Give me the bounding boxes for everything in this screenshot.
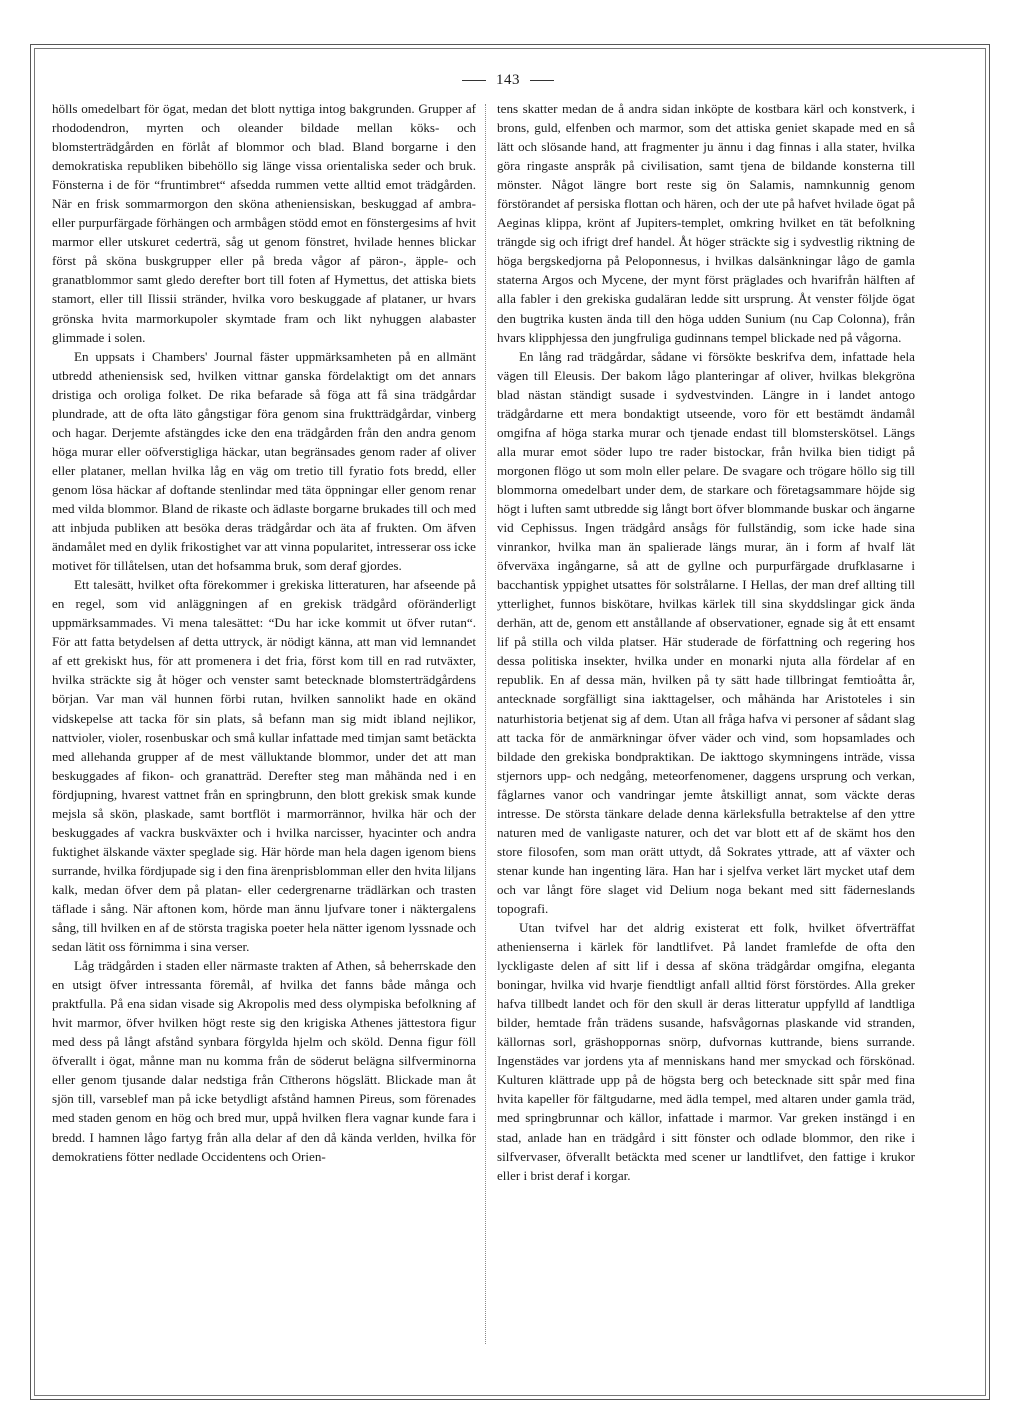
right-paragraph-3: Utan tvifvel har det aldrig existerat ett folk, hvilket öfverträffat athenienserna i kärlek för landtlifvet. På landet framlefde de ofta den lyckligaste delen af sitt lif i dessa af sköna trädgårdar omgifna, eleganta boningar, hvilka vid hvarje fiendtligt anfall alltid först förstördes. Alla greker hafva tillbedt landet och för den skull är deras litteratur uppfylld af landtliga bilder, hemtade från trädens susande, hafsvågornas plaskande vid stranden, källornas sorl, gräshoppornas snörp, dufvornas kuttrande, biens surrande. Ingenstädes var jordens yta af menniskans hand mer smyckad och förskönad. Kulturen klättrade upp på de högsta berg och betecknade sitt spår med fina hvita kapeller för fältgudarne, med ädla tempel, med altaren under gamla träd, med springbrunnar och källor, infattade i marmor. Var greken instängd i en stad, anlade han en trädgård i sitt fönster och odlade blommor, den rike i silfvervaser, öfverallt betäckta med scener ur landtlifvet, den fattige i krukor eller i brist deraf i korgar. [497,920,915,1183]
column-divider [485,104,486,1344]
left-paragraph-1: hölls omedelbart för ögat, medan det blott nyttiga intog bakgrunden. Grupper af rhododendron, myrten och oleander bildade mellan köks- och blomsterträdgården en förlåt af blommor och blad. Bland borgarne i den demokratiska republiken bibehöllo sig länge vissa orientaliska seder och bruk. Fönsterna i de för “fruntimbret“ afsedda rummen vette alltid emot trädgården. När en frisk sommarmorgon den sköna atheniensiskan, beskuggad af ambra- eller purpurfärgade förhängen och armbågen stödd emot en fönstergesims af hvit marmor eller utskuret cederträ, såg ut genom fönstret, hvilade hennes blickar först på sköna buskgrupper eller på breda vågor af päron-, äpple- och granatblommor samt gledo derefter bort till foten af Hymettus, det attiska biets stamort, eller till Ilissii stränder, hvilka voro beskuggade af plataner, ur hvars grönska hvita marmorkupoler skymtade fram och likt nyhuggen alabaster glimmade i solen. [52,101,476,345]
right-column [497,99,915,1185]
left-paragraph-3: Ett talesätt, hvilket ofta förekommer i grekiska litteraturen, har afseende på en regel, som vid anläggningen af en grekisk trädgård oföränderligt uppmärksammades. Vi mena talesättet: “Du har icke kommit ut öfver rutan“. För att fatta betydelsen af detta uttryck, är nödigt känna, att man vid lemnandet af ett grekiskt hus, för att promenera i det fria, först kom till en rad rutväxter, hvilka sträckte sig åt höger och venster samt betecknade blomsterträdgårdens början. Var man väl hunnen förbi rutan, hvilken sannolikt hade en okänd vidskepelse att tacka för sin plats, så befann man sig midt ibland nejlikor, nattvioler, violer, rosenbuskar och små kullar infattade med timjan samt betäckta med allehanda grupper af de mest välluktande blommor, under det att man beskuggades af fikon- och granatträd. Derefter steg man måhända ned i en fördjupning, hvarest vattnet från en springbrunn, den blott grekisk smak kunde mejsla så skön, plaskade, samt bortflöt i marmorrännor, hvilka här och der beskuggades af vackra buskväxter och i hvilka narcisser, hyacinter och andra fuktighet älskande växter speglade sig. Här hörde man hela dagen igenom biens surrande, hvilka fördjupade sig i den fina ärenprisblomman eller den hvita liljans kalk, medan öfver dem på platan- eller cedergrenarne trädlärkan och trasten täflade i sång. När aftonen kom, hörde man ännu ljufvare toner i näktergalens sång, till hvilken en af de största tragiska poeter hela nätter igenom lyssnade och sedan lätit oss förnimma i sina verser. [52,577,476,955]
left-paragraph-2: En uppsats i Chambers' Journal fäster uppmärksamheten på en allmänt utbredd atheniensisk sed, hvilken vittnar ganska fördelaktigt om det annars dristiga och oroliga folket. De rika befarade så föga att få sina trädgårdar plundrade, att de ofta läto gångstigar föra genom sina fruktträdgårdar, vinberg och hagar. Derjemte afstängdes icke den ena trädgården från den andra genom höga murar eller oöfverstigliga häckar, utan begränsades genom rader af oliver eller plataner, mellan hvilka låg en väg om tretio till fyratio fots bredd, eller genom lösa häckar af doftande stenlindar med täta öppningar eller genom renar med vilda blommor. Bland de rikaste och ädlaste borgarne brukades till och med att inbjuda publiken att besöka deras trädgårdar och äta af frukten. Om äfven ändamålet med en dylik frikostighet var att vinna popularitet, intresserar oss icke motivet för tillåtelsen, utan det hofsamma bruk, som deraf gjordes. [52,348,476,574]
left-column [52,99,476,1166]
right-paragraph-1: tens skatter medan de å andra sidan inköpte de kostbara kärl och konstverk, i brons, guld, elfenben och marmor, som det attiska geniet skapade med en så lätt och slösande hand, att fragmenter ju ännu i dag finnas i alla stater, hvilka göra ringaste anspråk på civilisation, samt tjena de bildande konsterna till mönster. Något längre bort reste sig ön Salamis, namnkunnig genom förstörandet af persiska flottan och hären, och der ute på hafvet hvilade ögat på Aeginas klippa, krönt af Jupiters-templet, omkring hvilket en tät befolkning trängde sig och ifrigt dref handel. Åt höger sträckte sig i sydvestlig riktning de höga bergskedjorna på Peloponnesus, i hvilkas dalsänkningar lågo de gamla staterna Argos och Mycene, der mynt först präglades och hvarifrån hälften af alla fabler i den grekiska gudaläran ledde sitt ursprung. Åt venster följde ögat den bugtrika kusten ända till den höga udden Sunium (nu Cap Colonna), från hvars klipphjessa den jungfruliga gudinnans tempel blickade ned på vågorna. [497,101,915,345]
right-dash [530,80,554,81]
right-paragraph-2: En lång rad trädgårdar, sådane vi försökte beskrifva dem, infattade hela vägen till Eleusis. Der bakom lågo planteringar af oliver, hvilkas blekgröna blad nästan ständigt susade i sydvestvinden. Längre in i landet antogo trädgårdarne ett mera bondaktigt utseende, voro för ett bestämdt ändamål omgifna af höga starka murar och tjenade endast till blomsterskötsel. Längs alla murar emot söder lupo tre rader bistockar, från hvilka bien tidigt på morgonen flögo ut som moln eller pelare. De svagare och trögare höllo sig till blommorna omedelbart under dem, de starkare och företagsammare höjde sig högt i luften samt utbredde sig långt bort öfver blommande buskar och ängarne vid Cephissus. Ingen trädgård ansågs för fullständig, som icke hade sina vinrankor, hvilka man än spalierade längs murar, än i form af hvalf lät öfverväxa ingångarne, så att de gyllne och purpurfärgade drufklasarne i bacchantisk yppighet utsattes för solstrålarne. I Hellas, der man dref allting till ytterlighet, funnos biskötare, hvilkas kärlek till sina skyddslingar gick ända derhän, att de, genom ett anstållande af observationer, egnade sig åt ett ensamt lif på stilla och vilda platser. Här studerade de författning och regering hos dessa politiska insekter, hvilka under en monarki njuta alla fördelar af en republik. En af dessa män, hvilken på ty sätt hade tillbringat femtioåtta år, antecknade sorgfälligt sina iakttagelser, och måhända har Aristoteles i sin naturhistoria betjenat sig af dem. Utan all fråga hafva vi personer af sådant slag att tacka för de anmärkningar öfver väder och vind, som hopsamlades och bildade den grekiska bondpraktikan. De iakttogo skymningens inträde, vissa stjernors upp- och nedgång, meteorfenomener, daggens ursprung och verkan, fåglarnes vanor och vandringar jemte åtskilligt annat, som väckte deras intresse. De största tänkare delade denna kärleksfulla betraktelse af den yttre naturen med de vanligaste naturer, och det var blott ett af de skämt hos den store filosofen, som man orätt uttydt, då Sokrates yttrade, att af växter och stenar kunde han ingenting lära. Han har i sjelfva verket lärt mycket utaf dem och var långt före slaget vid Delium noga bekant med sitt fäderneslands topografi. [497,348,915,916]
left-dash [462,80,486,81]
page-number-header [0,72,1016,89]
page-number: 143 [496,72,520,88]
left-paragraph-4: Låg trädgården i staden eller närmaste trakten af Athen, så beherrskade den en utsigt öfver intressanta föremål, af hvilka det fanns både många och praktfulla. På ena sidan visade sig Akropolis med dess olympiska befolkning af hvit marmor, öfver hvilken högt reste sig den krigiska Athenes jättestora figur med dess på långt afstånd synbara förgylda hjelm och sköld. Denna figur föll öfverallt i ögat, månne man nu komma från de söderut belägna silfverminorna eller genom tjusande dalar nedstiga från Cītherons högslätt. Blickade man åt sjön till, varseblef man på icke betydligt afstånd hamnen Pireus, som förenades med staden genom en hög och bred mur, uppå hvilken flera vagnar kunde fara i bredd. I hamnen lågo fartyg från alla delar af den då kända verlden, hvilka för demokratiens fötter nedlade Occidentens och Orien- [52,958,476,1164]
